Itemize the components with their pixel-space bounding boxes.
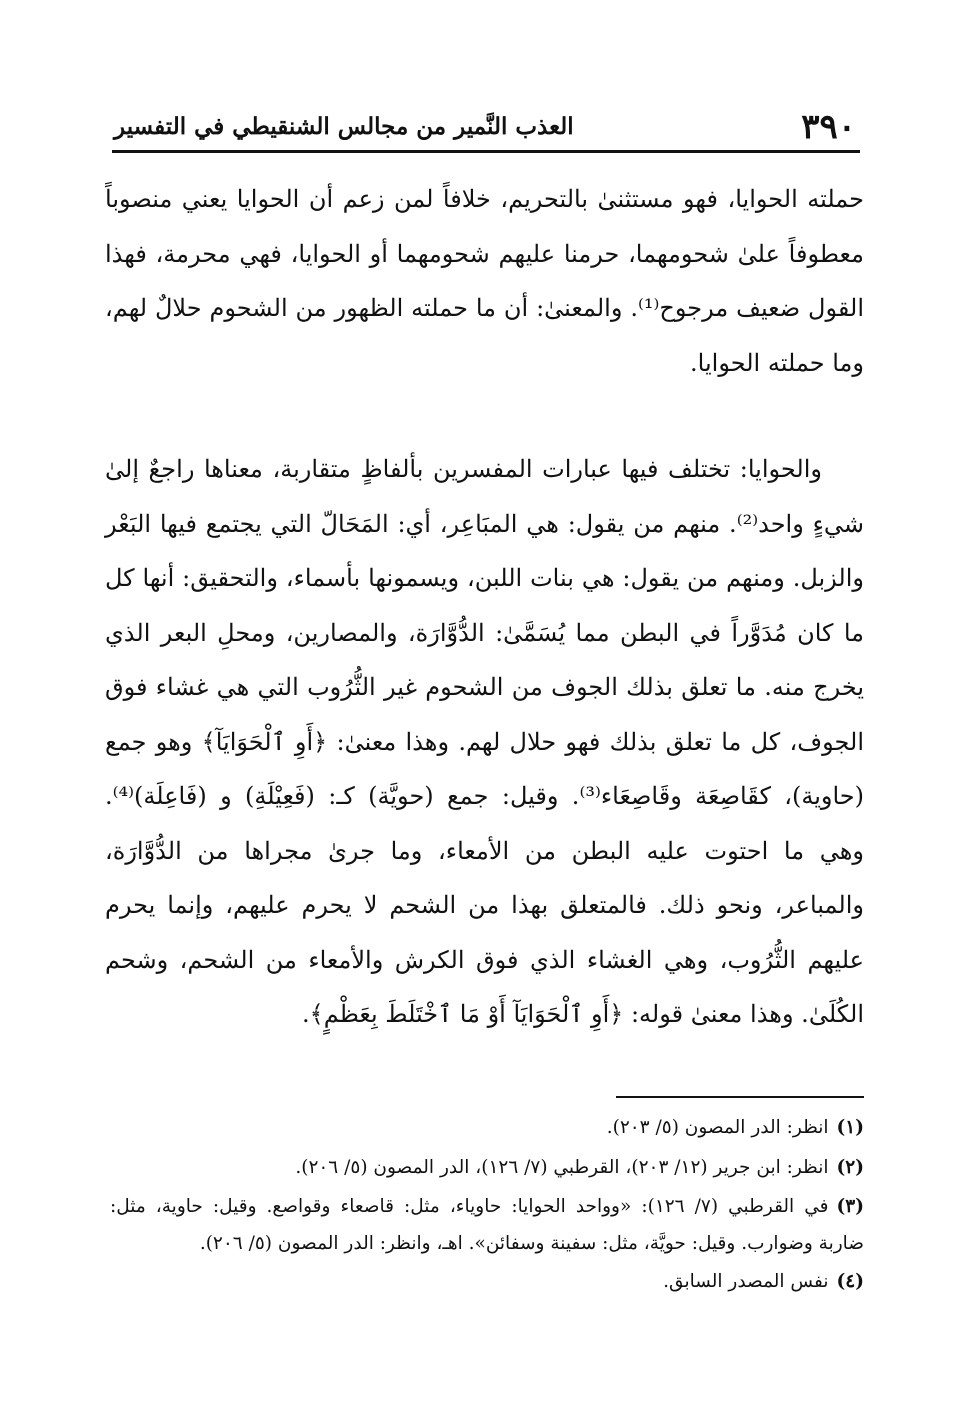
page-header <box>112 100 860 153</box>
page-number: ٣٩٠ <box>801 107 856 147</box>
paragraph: والحوايا: تختلف فيها عبارات المفسرين بألفاظٍ متقاربة، معناها راجعٌ إلىٰ شيءٍ واحد⁽²⁾. منهم من يقول: هي المبَاعِر، أي: المَحَالّ التي يجتمع فيها البَعْر والزبل. ومنهم من يقول: هي بنات اللبن، ويسمونها بأسماء، والتحقيق: أنها كل ما كان مُدَوَّراً في البطن مما يُسَمَّىٰ: الدُّوَّارَة، والمصارين، ومحلِ البعر الذي يخرج منه. ما تعلق بذلك الجوف من الشحوم غير الثُّرُوب التي هي غشاء فوق الجوف، كل ما تعلق بذلك فهو حلال لهم. وهذا معنىٰ: ﴿أَوِ ٱلْحَوَايَآ﴾ وهو جمع (حاوية)، كقَاصِعَة وقَاصِعَاء⁽³⁾. وقيل: جمع (حويَّة) كـ: (فَعِيْلَةِ) و (فَاعِلَة)⁽⁴⁾. وهي ما احتوت عليه البطن من الأمعاء، وما جرىٰ مجراها من الدُّوَّارَة، والمباعر، ونحو ذلك. فالمتعلق بهذا من الشحم لا يحرم عليهم، وإنما يحرم عليهم الثُّرُوب، وهي الغشاء الذي فوق الكرش والأمعاء من الشحم، وشحم الكُلَىٰ. وهذا معنىٰ قوله: ﴿أَوِ ٱلْحَوَايَآ أَوْ مَا ٱخْتَلَطَ بِعَظْمٍ﴾. <box>105 455 865 1028</box>
footnote-marker: (١) <box>836 1117 864 1138</box>
footnote <box>110 1262 864 1302</box>
footnote-divider <box>616 1096 864 1098</box>
footnote-text: انظر: ابن جرير (١٢/ ٢٠٣)، القرطبي (٧/ ١٢٦)، الدر المصون (٥/ ٢٠٦). <box>295 1157 829 1178</box>
footnotes <box>110 1108 864 1302</box>
footnote <box>110 1108 864 1148</box>
footnote-text: انظر: الدر المصون (٥/ ٢٠٣). <box>606 1117 829 1138</box>
footnote <box>110 1188 864 1262</box>
footnote <box>110 1148 864 1188</box>
main-text <box>105 172 864 1042</box>
footnote-marker: (٢) <box>836 1157 864 1178</box>
paragraph: حملته الحوايا، فهو مستثنىٰ بالتحريم، خلافاً لمن زعم أن الحوايا يعني منصوباً معطوفاً علىٰ شحومهما، حرمنا عليهم شحومهما أو الحوايا، فهي محرمة، فهذا القول ضعيف مرجوح⁽¹⁾. والمعنىٰ: أن ما حملته الظهور من الشحوم حلالٌ لهم، وما حملته الحوايا. <box>105 185 864 377</box>
footnote-text: في القرطبي (٧/ ١٢٦): «وواحد الحوايا: حاوياء، مثل: قاصعاء وقواصع. وقيل: حاوية، مثل: ضاربة وضوارب. وقيل: حويَّة، مثل: سفينة وسفائن». اهـ، وانظر: الدر المصون (٥/ ٢٠٦). <box>110 1196 864 1254</box>
footnote-marker: (٤) <box>836 1271 864 1292</box>
footnote-marker: (٣) <box>836 1196 864 1217</box>
footnote-text: نفس المصدر السابق. <box>663 1271 829 1292</box>
running-title: العذب النَّمير من مجالس الشنقيطي في التفسير <box>114 113 574 140</box>
